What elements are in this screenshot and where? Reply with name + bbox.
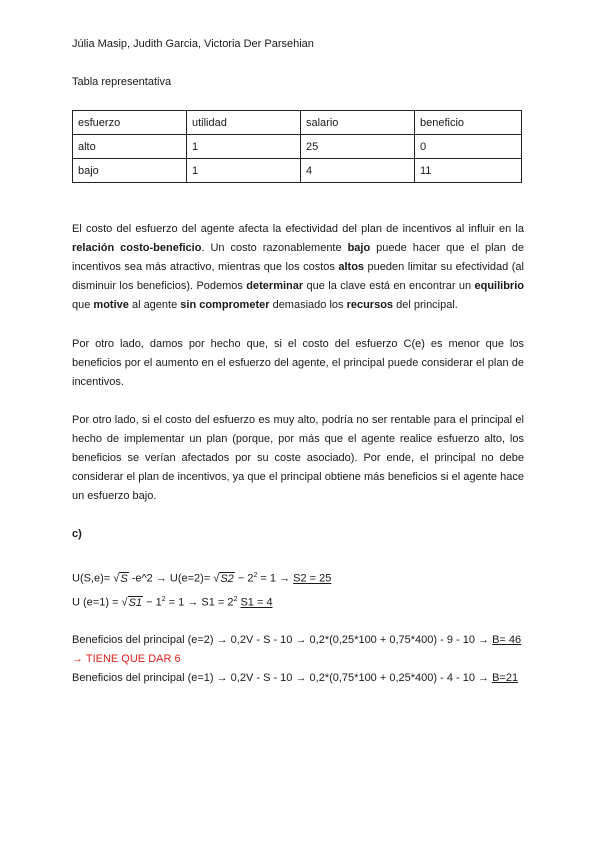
- eq-text: − 1: [143, 596, 162, 609]
- benefit-text: Beneficios del principal (e=1) → 0,2V - S - 10 → 0,2*(0,75*100 + 0,25*400) - 4 - 10 →: [72, 672, 493, 684]
- benefit-text: Beneficios del principal (e=2) → 0,2V - S - 10 → 0,2*(0,25*100 + 0,75*400) - 9 - 10 →: [72, 634, 493, 646]
- text: pueden limitar su efectividad (al disminuir los beneficios). Podemos: [72, 261, 524, 292]
- table-header-cell: utilidad: [187, 111, 301, 135]
- table-cell: 11: [415, 159, 522, 183]
- bold-term: equilibrio: [474, 280, 524, 292]
- document-authors: Júlia Masip, Judith Garcia, Victoria Der Parsehian: [72, 38, 314, 50]
- representative-table: [72, 110, 522, 183]
- table-row: [73, 135, 522, 159]
- bold-term: altos: [338, 261, 365, 273]
- table-title: Tabla representativa: [72, 76, 172, 88]
- benefit-e1: [72, 671, 518, 685]
- table-cell: 0: [415, 135, 522, 159]
- bold-term: sin comprometer: [180, 299, 270, 311]
- table-cell: alto: [73, 135, 187, 159]
- sqrt-arg: S1: [128, 596, 143, 609]
- sqrt-arg: S: [120, 572, 128, 585]
- paragraph-cost-high: Por otro lado, si el costo del esfuerzo es muy alto, podría no ser rentable para el principal el hecho de implementar un plan (porque, por más que el agente realice esfuerzo alto, los beneficios se verían afectados por su coste asociado). Por ende, el principal no debe considerar el plan de incentivos, ya que el principal obtiene más beneficios si el agente hace un esfuerzo bajo.: [72, 414, 524, 502]
- table-header-cell: salario: [301, 111, 415, 135]
- sqrt-symbol: √S1: [121, 596, 143, 609]
- eq-text: = 1 → S1 = 2: [165, 596, 234, 609]
- bold-term: relación costo-beneficio: [72, 242, 202, 254]
- eq-text: − 2: [234, 572, 254, 585]
- paragraph-cost-lower: Por otro lado, damos por hecho que, si el costo del esfuerzo C(e) es menor que los beneficios por el aumento en el esfuerzo del agente, el principal puede considerar el plan de incentivos.: [72, 338, 524, 388]
- table-cell: bajo: [73, 159, 187, 183]
- section-label: c): [72, 528, 82, 540]
- table-cell: 25: [301, 135, 415, 159]
- benefit-e2: [72, 633, 521, 647]
- eq-result: S1 = 4: [240, 596, 273, 609]
- table-cell: 4: [301, 159, 415, 183]
- bold-term: bajo: [347, 242, 371, 254]
- text: demasiado los: [269, 299, 347, 311]
- text: . Un costo razonablemente: [201, 242, 348, 254]
- sqrt-arg: S2: [220, 572, 234, 585]
- table-header-cell: beneficio: [415, 111, 522, 135]
- table-row: [73, 159, 522, 183]
- exponent: 2: [161, 596, 166, 603]
- table-header-cell: esfuerzo: [73, 111, 187, 135]
- text: del principal.: [393, 299, 458, 311]
- sqrt-symbol: √S2: [213, 572, 234, 585]
- eq-text: -e^2 → U(e=2)=: [128, 572, 214, 585]
- text: que: [72, 299, 94, 311]
- paragraph-cost-effort: [72, 220, 524, 315]
- text: puede hacer que el plan de incentivos sea más atractivo, mientras que los costos: [72, 242, 525, 273]
- equation-utility-e2: [72, 569, 331, 586]
- exponent: 2: [233, 596, 238, 603]
- eq-text: U (e=1) =: [72, 596, 122, 609]
- bold-term: motive: [93, 299, 129, 311]
- text: al agente: [128, 299, 181, 311]
- bold-term: determinar: [246, 280, 304, 292]
- eq-text: U(S,e)=: [72, 572, 114, 585]
- bold-term: recursos: [346, 299, 394, 311]
- exponent: 2: [253, 572, 258, 579]
- sqrt-symbol: √S: [113, 572, 128, 585]
- eq-result: S2 = 25: [293, 572, 332, 585]
- table-cell: 1: [187, 135, 301, 159]
- eq-text: = 1 →: [257, 572, 294, 585]
- table-cell: 1: [187, 159, 301, 183]
- benefit-result: B=21: [492, 672, 519, 684]
- table-header-row: [73, 111, 522, 135]
- correction-note: → TIENE QUE DAR 6: [72, 653, 181, 665]
- text: El costo del esfuerzo del agente afecta la efectividad del plan de incentivos al influir en la: [72, 223, 524, 235]
- text: que la clave está en encontrar un: [303, 280, 475, 292]
- benefit-result: B= 46: [492, 634, 522, 646]
- equation-utility-e1: [72, 593, 273, 610]
